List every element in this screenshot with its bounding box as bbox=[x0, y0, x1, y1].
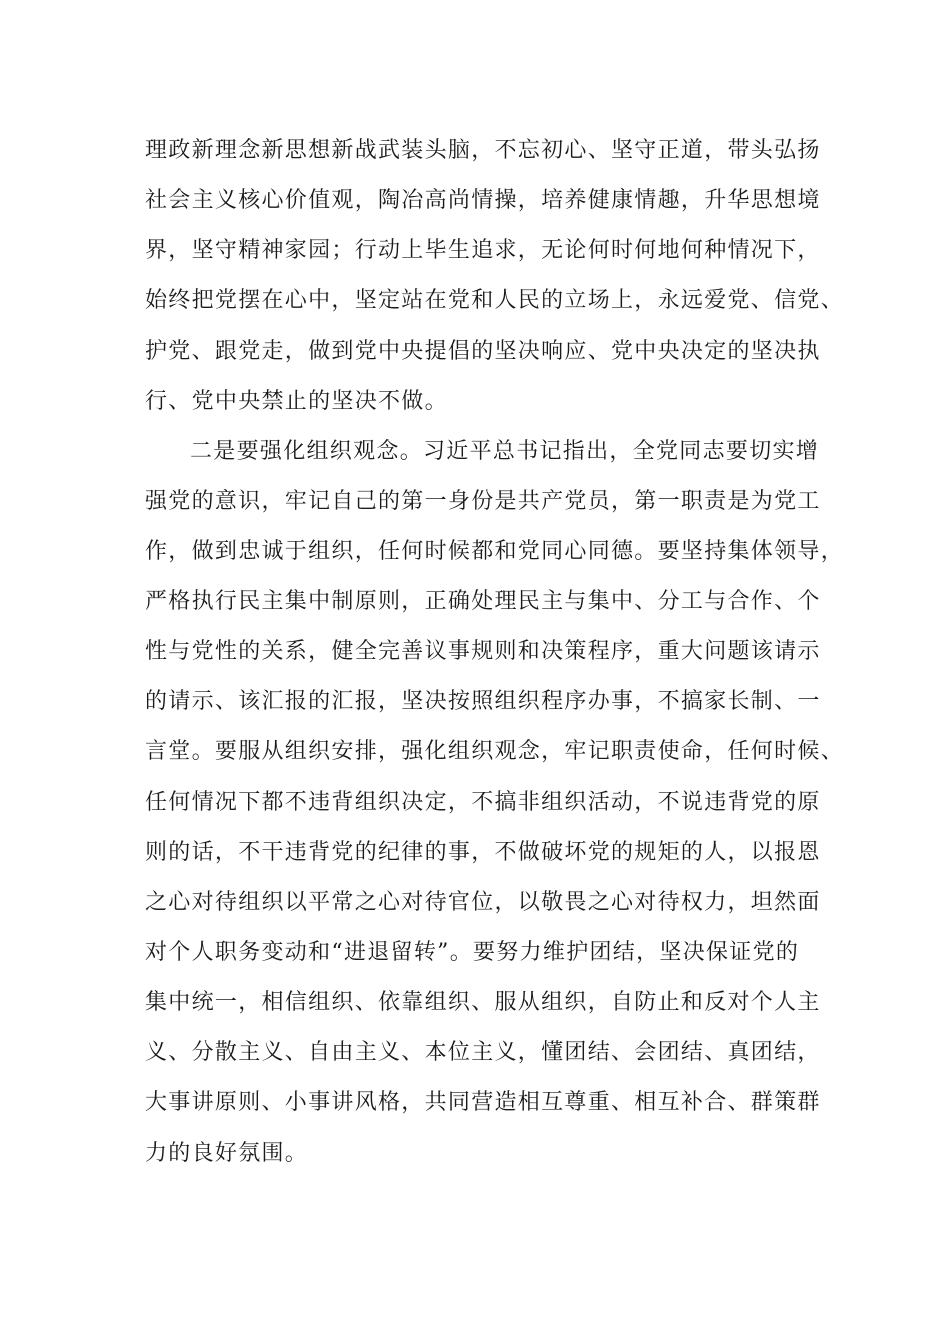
text-line: 大事讲原则、小事讲风格，共同营造相互尊重、相互补合、群策群 bbox=[145, 1090, 821, 1115]
text-line: 护党、跟党走，做到党中央提倡的坚决响应、党中央决定的坚决执 bbox=[145, 339, 821, 364]
text-line: 对个人职务变动和“进退留转”。要努力维护团结，坚决保证党的 bbox=[145, 940, 800, 965]
text-line: 义、分散主义、自由主义、本位主义，懂团结、会团结、真团结， bbox=[145, 1040, 821, 1065]
text-line: 则的话，不干违背党的纪律的事，不做破坏党的规矩的人，以报恩 bbox=[145, 840, 821, 865]
text-line: 界，坚守精神家园；行动上毕生追求，无论何时何地何种情况下， bbox=[145, 238, 821, 263]
text-line: 力的良好氛围。 bbox=[145, 1141, 309, 1166]
text-line: 言堂。要服从组织安排，强化组织观念，牢记职责使命，任何时候、 bbox=[145, 739, 845, 764]
text-line: 行、党中央禁止的坚决不做。 bbox=[145, 389, 448, 414]
text-line: 作，做到忠诚于组织，任何时候都和党同心同德。要坚持集体领导， bbox=[145, 539, 845, 564]
text-line: 任何情况下都不违背组织决定，不搞非组织活动，不说违背党的原 bbox=[145, 790, 821, 815]
text-line: 始终把党摆在心中，坚定站在党和人民的立场上，永远爱党、信党、 bbox=[145, 288, 845, 313]
text-line: 严格执行民主集中制原则，正确处理民主与集中、分工与合作、个 bbox=[145, 589, 821, 614]
paragraph-first-line: 二是要强化组织观念。习近平总书记指出，全党同志要切实增 bbox=[190, 439, 820, 464]
text-line: 的请示、该汇报的汇报，坚决按照组织程序办事，不搞家长制、一 bbox=[145, 689, 821, 714]
text-line: 集中统一，相信组织、依靠组织、服从组织，自防止和反对个人主 bbox=[145, 990, 821, 1015]
text-line: 理政新理念新思想新战武装头脑，不忘初心、坚守正道，带头弘扬 bbox=[145, 138, 821, 163]
text-line: 性与党性的关系，健全完善议事规则和决策程序，重大问题该请示 bbox=[145, 639, 821, 664]
text-line: 之心对待组织以平常之心对待官位，以敬畏之心对待权力，坦然面 bbox=[145, 890, 821, 915]
text-line: 强党的意识，牢记自己的第一身份是共产党员，第一职责是为党工 bbox=[145, 489, 821, 514]
text-line: 社会主义核心价值观，陶冶高尚情操，培养健康情趣，升华思想境 bbox=[145, 188, 821, 213]
